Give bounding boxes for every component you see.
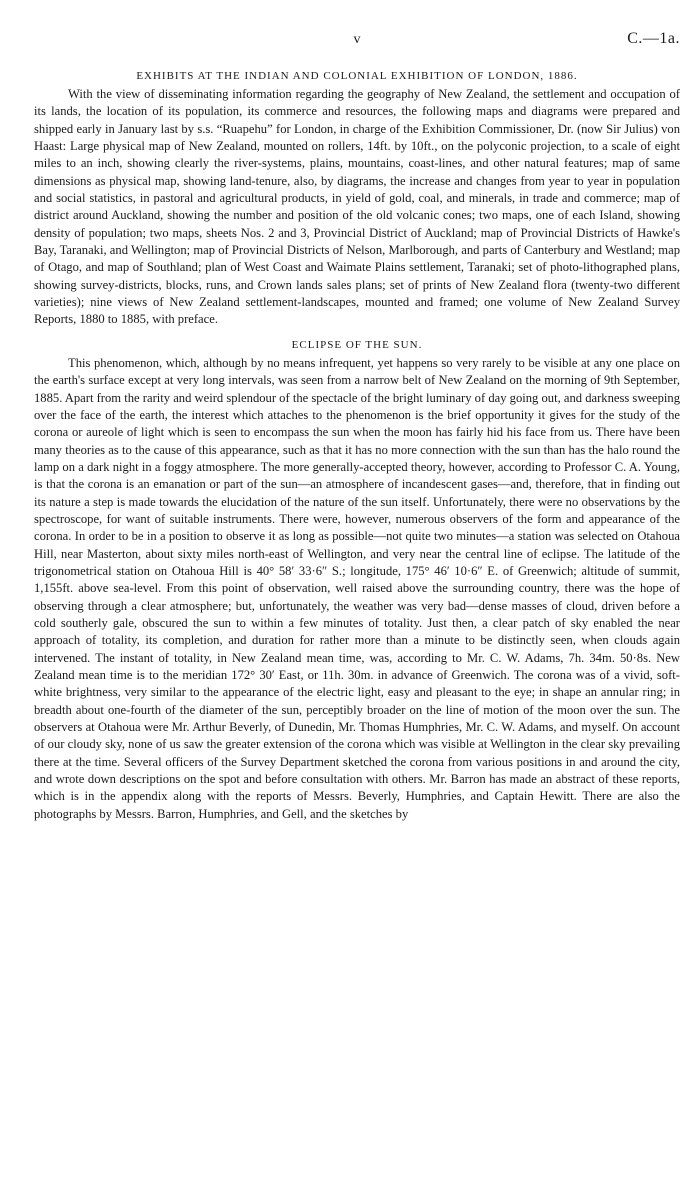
section-title-eclipse: ECLIPSE OF THE SUN. (291, 338, 423, 351)
section-title-exhibits: EXHIBITS AT THE INDIAN AND COLONIAL EXHIBITION OF LONDON, 1886. (136, 70, 578, 82)
document-reference: C.—1a. (627, 30, 680, 47)
page-header (34, 26, 680, 60)
document-page (34, 26, 680, 823)
page-number: v (353, 32, 361, 47)
paragraph-eclipse: This phenomenon, which, although by no means infrequent, yet happens so very rarely to be visible at any one place on the earth's surface except at very long intervals, was seen from a narrow belt of New Zealand on the morning of 9th September, 1885. Apart from the rarity and weird splendour of the spectacle of the bright luminary of day going out, and darkness sweeping over the face of the earth, the interest which attaches to the phenomenon is the brief opportunity it gives for the study of the corona or aureole of light which is seen to encompass the sun when the moon has fairly hid his face from us. There have been many theories as to the cause of this appearance, such as that it has no more connection with the sun than has the halo round the lamp on a dark night in a foggy atmosphere. The more generally-accepted theory, however, according to Professor C. A. Young, is that the corona is an emanation or part of the sun—an atmosphere of incandescent gases—and, therefore, that in finding out its nature a step is made towards the elucidation of the nature of the sun itself. Unfortunately, there were no observations by the spectroscope, for want of suitable instruments. There were, however, numerous observers of the form and appearance of the corona. In order to be in a position to observe it as long as possible—not quite two minutes—a station was selected on Otahoua Hill, near Masterton, about sixty miles north-east of Wellington, and very near the central line of eclipse. The latitude of the trigonometrical station on Otahoua Hill is 40° 58′ 33·6″ S.; longitude, 175° 46′ 10·6″ E. of Greenwich; altitude of summit, 1,155ft. above sea-level. From this point of observation, well raised above the surrounding country, there was the hope of observing through a clear atmosphere; but, unfortunately, the weather was very bad—dense masses of cloud, driven before a cold southerly gale, obscured the sun to within a few minutes of totality. Just then, a clear patch of sky enabled the near approach of totality, its completion, and duration for rather more than a minute to be distinctly seen, when clouds again intervened. The instant of totality, in New Zealand mean time, was, according to Mr. C. W. Adams, 7h. 34m. 50·8s. New Zealand mean time is to the meridian 172° 30′ East, or 11h. 30m. in advance of Greenwich. The corona was of a vivid, soft-white brightness, very similar to the appearance of the electric light, easy and pleasant to the eye; in shape an annular ring; in breadth about one-fourth of the diameter of the sun, perceptibly broader on the line of motion of the moon over the sun. The observers at Otahoua were Mr. Arthur Beverly, of Dunedin, Mr. Thomas Humphries, Mr. C. W. Adams, and myself. On account of our cloudy sky, none of us saw the greater extension of the corona which was visible at Wellington in the clear sky prevailing there at the time. Several officers of the Survey Department sketched the corona from various positions in and around the city, and wrote down descriptions on the spot and before consultation with others. Mr. Barron has made an abstract of these reports, which is in the appendix along with the reports of Messrs. Beverly, Humphries, and Captain Hewitt. There are also the photographs by Messrs. Barron, Humphries, and Gell, and the sketches by (34, 355, 680, 821)
section-eclipse (34, 337, 680, 823)
paragraph-exhibits: With the view of disseminating information regarding the geography of New Zealand, the settlement and occupation of its lands, the location of its population, its commerce and resources, the following maps and diagrams were prepared and shipped early in January last by s.s. “Ruapehu” for London, in charge of the Exhibition Commissioner, Dr. (now Sir Julius) von Haast: Large physical map of New Zealand, mounted on rollers, 14ft. by 10ft., on the polyconic projection, to a scale of eight miles to an inch, showing clearly the river-systems, plains, mountains, coast-lines, and other natural features; map of same dimensions as physical map, showing land-tenure, also, by diagrams, the increase and changes from year to year in population and social statistics, in pastoral and agricultural products, in yield of gold, coal, and minerals, in trade and commerce; map of district around Auckland, showing the number and position of the old volcanic cones; two maps, one of each Island, showing density of population; two maps, sheets Nos. 2 and 3, Provincial District of Auckland; map of Provincial Districts of Hawke's Bay, Taranaki, and Wellington; map of Provincial Districts of Nelson, Marlborough, and parts of Canterbury and Westland; map of Otago, and map of Southland; plan of West Coast and Waimate Plains settlement, Taranaki; set of photo-lithographed plans, showing survey-districts, blocks, runs, and Crown lands sales plans; set of prints of New Zealand flora (twenty-two different varieties); nine views of New Zealand settlement-landscapes, mounted and framed; one volume of New Zealand Survey Reports, 1880 to 1885, with preface. (34, 87, 680, 327)
section-exhibits (34, 68, 680, 329)
